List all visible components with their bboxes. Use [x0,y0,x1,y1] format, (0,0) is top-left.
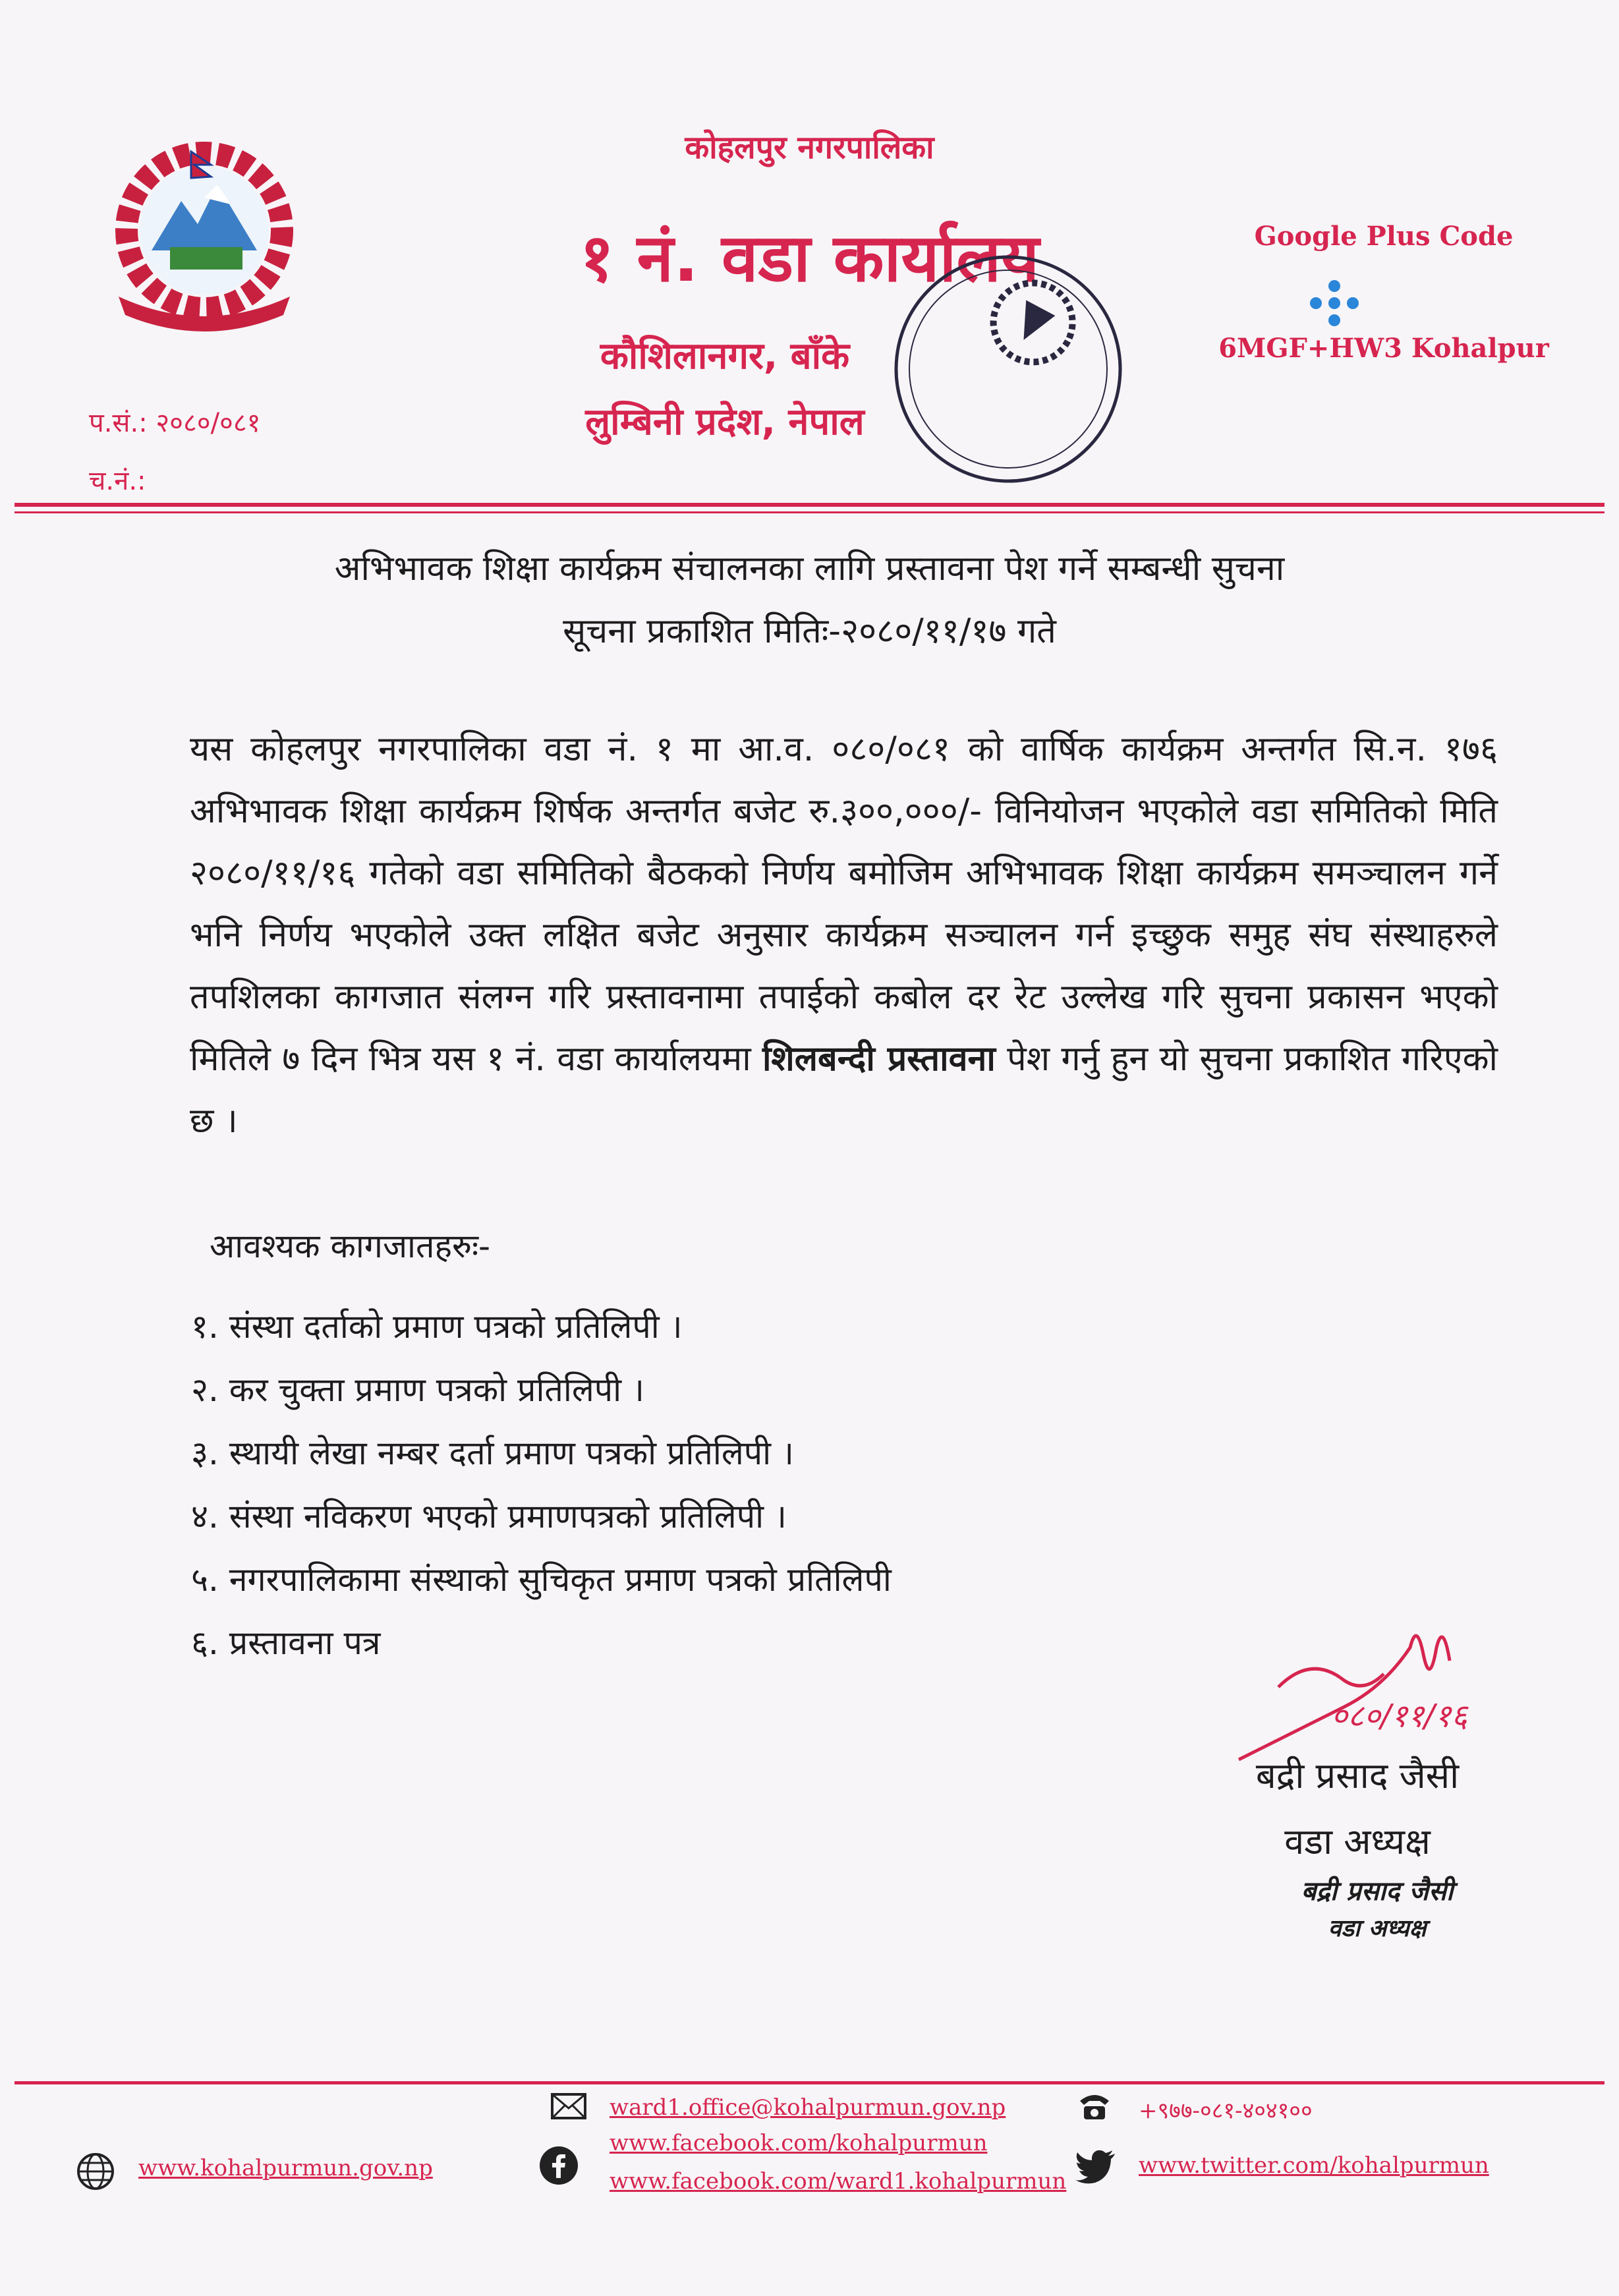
list-item: २. कर चुक्ता प्रमाण पत्रको प्रतिलिपी । [191,1371,644,1409]
body-end-text: पेश गर्नु हुन यो सुचना प्रकाशित गरिएको छ । [190,1039,1498,1141]
address-line2: लुम्बिनी प्रदेश, नेपाल [585,401,865,444]
office-name: १ नं. वडा कार्यालय [579,219,1040,297]
facebook-ward-link[interactable]: www.facebook.com/ward1.kohalpurmun [610,2168,1067,2195]
phone-icon [1077,2090,1112,2122]
municipality-name: कोहलपुर नगरपालिका [685,129,934,166]
phone-number: +९७७-०८१-४०४१०० [1139,2098,1313,2124]
signature-date: ०८०/११/१६ [1331,1698,1468,1735]
body-text: यस कोहलपुर नगरपालिका वडा नं. १ मा आ.व. ०८०/०८१ को वार्षिक कार्यक्रम अन्तर्गत सि.न. १७६ अभिभावक शिक्षा कार्यक्रम शिर्षक अन्तर्गत बजेट रु.३००,०००/- विनियोजन भएकोले वडा समितिको मिति २०८०/११/१६ गतेको वडा समितिको बैठकको निर्णय बमोजिम अभिभावक शिक्षा कार्यक्रम समञ्चालन गर्ने भनि निर्णय भएकोले उक्त लक्षित बजेट अनुसार कार्यक्रम सञ्चालन गर्न इच्छुक समुह संघ संस्थाहरुले तपशिलका कागजात संलग्न गरि प्रस्तावनामा तपाईको कबोल दर रेट उल्लेख गरि सुचना प्रकासन भएको मितिले ७ दिन भित्र यस १ नं. वडा कार्यालयमा [190,730,1498,1079]
documents-list [191,1295,892,1675]
twitter-link[interactable]: www.twitter.com/kohalpurmun [1139,2152,1489,2179]
facebook-icon [538,2145,579,2186]
signatory-designation: वडा अध्यक्ष [1284,1821,1431,1862]
seal-designation: वडा अध्यक्ष [1328,1915,1427,1942]
list-item: ३. स्थायी लेखा नम्बर दर्ता प्रमाण पत्रको प्रतिलिपी । [191,1434,794,1472]
mail-icon [550,2092,587,2120]
footer-divider [14,2081,1605,2084]
notice-body [190,718,1498,1152]
list-item: ५. नगरपालिकामा संस्थाको सुचिकृत प्रमाण पत्रको प्रतिलिपी [191,1561,892,1599]
letter-number: प.सं.: २०८०/०८१ [89,408,261,438]
plus-code-icon [1301,277,1367,330]
header-divider [14,503,1605,507]
sealed-proposal-text: शिलबन्दी प्रस्तावना [762,1039,996,1079]
list-item: ६. प्रस्तावना पत्र [191,1624,381,1662]
facebook-link[interactable]: www.facebook.com/kohalpurmun [610,2130,988,2156]
twitter-icon [1075,2150,1116,2184]
published-date: सूचना प्रकाशित मितिः-२०८०/११/१७ गते [563,612,1056,651]
google-plus-code: 6MGF+HW3 Kohalpur [1218,333,1549,364]
dispatch-number: च.नं.: [89,466,146,496]
email-link[interactable]: ward1.office@kohalpurmun.gov.np [610,2094,1006,2121]
globe-icon [76,2152,115,2191]
seal-name: बद्री प्रसाद जैसी [1301,1876,1454,1907]
office-stamp [883,237,1133,501]
notice-title: अभिभावक शिक्षा कार्यक्रम संचालनका लागि प्रस्तावना पेश गर्ने सम्बन्धी सुचना [334,549,1285,588]
header-divider-thin [14,511,1605,513]
address-line1: कौशिलानगर, बाँके [600,335,850,378]
website-link[interactable]: www.kohalpurmun.gov.np [138,2155,433,2181]
documents-heading: आवश्यक कागजातहरुः- [210,1227,491,1265]
list-item: १. संस्था दर्ताको प्रमाण पत्रको प्रतिलिपी । [191,1307,683,1346]
google-plus-code-label: Google Plus Code [1254,221,1514,252]
signatory-name: बद्री प्रसाद जैसी [1255,1755,1460,1796]
list-item: ४. संस्था नविकरण भएको प्रमाणपत्रको प्रतिलिपी । [191,1497,787,1535]
